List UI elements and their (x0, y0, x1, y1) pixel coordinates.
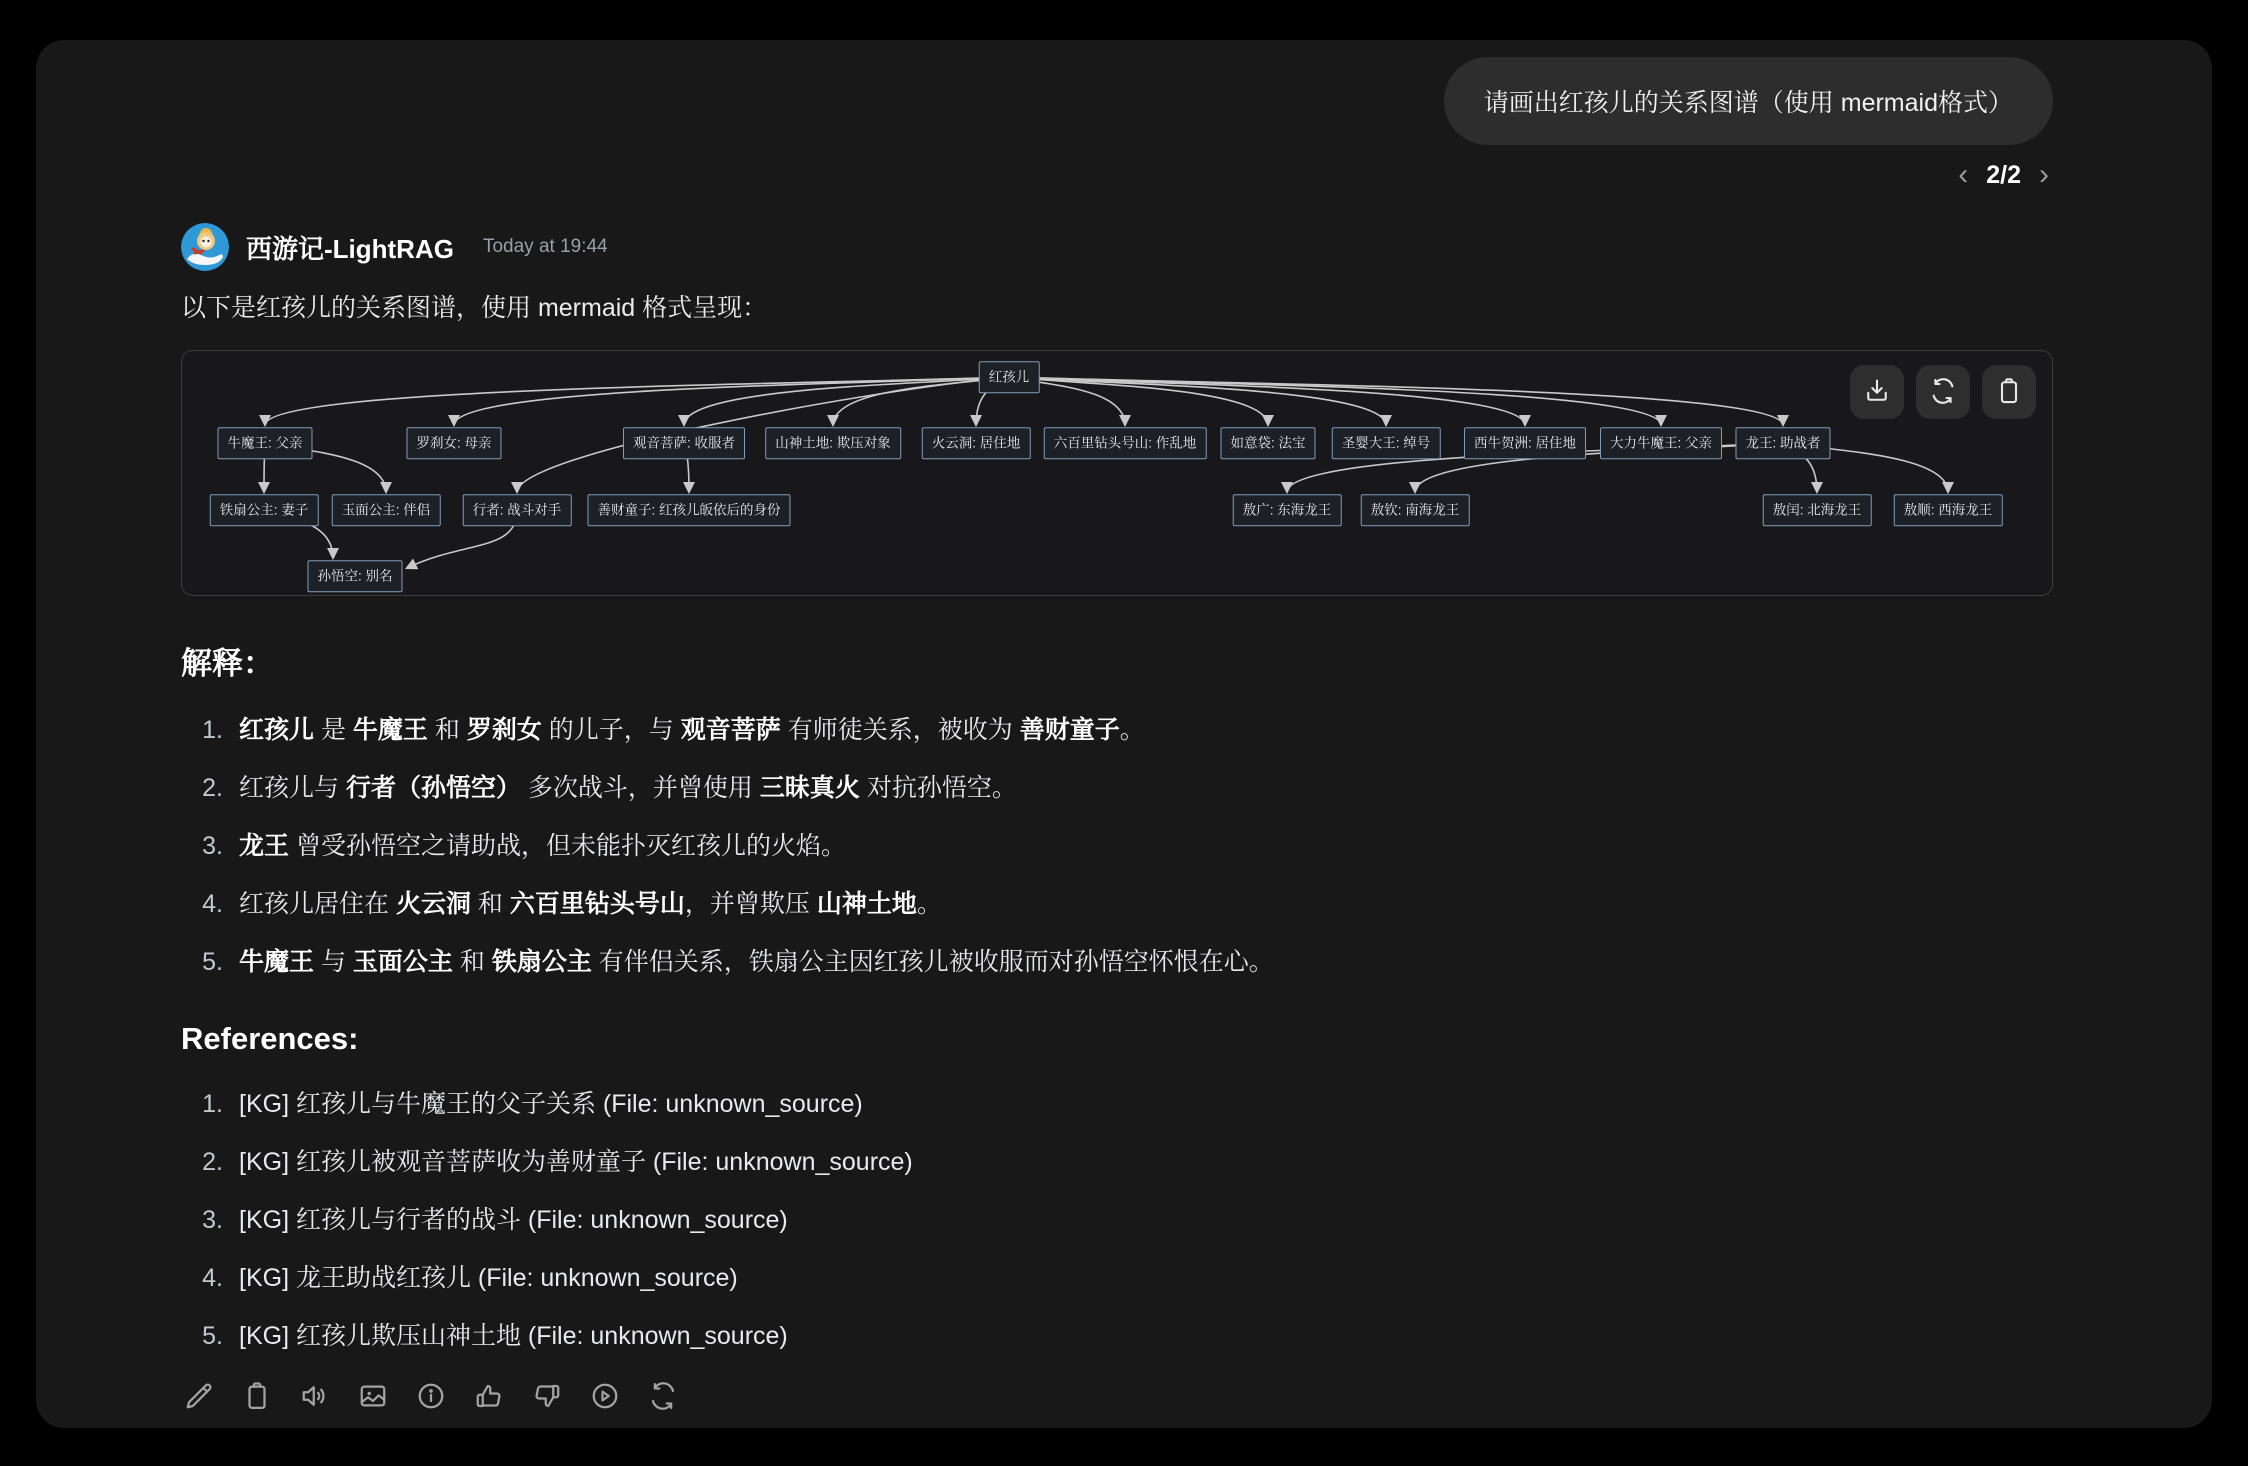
thumbs-down-button[interactable] (531, 1381, 563, 1413)
reference-item (181, 1087, 2053, 1121)
reference-item-text: [KG] 红孩儿被观音菩萨收为善财童子 (File: unknown_source) (239, 1148, 913, 1176)
graph-node-aoguang: 敖广: 东海龙王 (1233, 494, 1342, 526)
clipboard-icon (1995, 377, 2023, 408)
relationship-graph (182, 351, 2052, 595)
graph-node-ruyidai: 如意袋: 法宝 (1220, 427, 1315, 459)
list-number: 3. (202, 1206, 223, 1234)
explanation-item-text: 龙王 曾受孙悟空之请助战，但未能扑灭红孩儿的火焰。 (239, 832, 846, 860)
regenerate-button[interactable] (647, 1381, 679, 1413)
copy-diagram-button[interactable] (1982, 365, 2036, 419)
chevron-right-icon[interactable]: › (2039, 158, 2049, 191)
graph-node-niumowang: 牛魔王: 父亲 (217, 427, 312, 459)
list-number: 3. (202, 832, 223, 860)
image-icon (358, 1399, 388, 1414)
thumbs-up-button[interactable] (473, 1381, 505, 1413)
explanation-item (181, 771, 2053, 805)
reference-item (181, 1319, 2053, 1353)
graph-node-xiniu: 西牛贺洲: 居住地 (1464, 427, 1586, 459)
graph-edge-honghaier-longwang (1009, 377, 1783, 425)
avatar[interactable] (181, 223, 229, 271)
refresh-icon (648, 1399, 678, 1414)
reference-item-text: [KG] 红孩儿欺压山神土地 (File: unknown_source) (239, 1322, 788, 1350)
edit-button[interactable] (183, 1381, 215, 1413)
graph-node-longwang: 龙王: 助战者 (1735, 427, 1830, 459)
refresh-icon (1929, 377, 1957, 408)
chevron-left-icon[interactable]: ‹ (1958, 158, 1969, 191)
download-button[interactable] (1850, 365, 1904, 419)
message-actions (181, 1381, 2053, 1413)
pagination-counter: 2/2 (1986, 160, 2021, 189)
list-number: 5. (202, 1322, 223, 1350)
list-number: 4. (202, 1264, 223, 1292)
list-number: 1. (202, 1090, 223, 1118)
refresh-button[interactable] (1916, 365, 1970, 419)
list-number: 5. (202, 948, 223, 976)
explanation-item-text: 红孩儿与 行者（孙悟空） 多次战斗，并曾使用 三昧真火 对抗孙悟空。 (239, 774, 1017, 802)
graph-node-luochanu: 罗刹女: 母亲 (406, 427, 501, 459)
graph-node-shengying: 圣婴大王: 绰号 (1332, 427, 1441, 459)
diagram-toolbar (1850, 365, 2036, 419)
reference-item-text: [KG] 龙王助战红孩儿 (File: unknown_source) (239, 1264, 738, 1292)
chat-panel (36, 40, 2212, 1428)
graph-edges (182, 351, 2052, 595)
references-heading: References: (181, 1021, 359, 1056)
reference-item (181, 1203, 2053, 1237)
message-pagination (181, 159, 2053, 191)
explanation-list (181, 713, 2053, 979)
info-icon (416, 1399, 446, 1414)
graph-node-aorun: 敖闰: 北海龙王 (1763, 494, 1872, 526)
references-list (181, 1087, 2053, 1353)
info-button[interactable] (415, 1381, 447, 1413)
graph-node-aoshun: 敖顺: 西海龙王 (1894, 494, 2003, 526)
graph-node-tieshan: 铁扇公主: 妻子 (210, 494, 319, 526)
explanation-item-text: 红孩儿 是 牛魔王 和 罗刹女 的儿子，与 观音菩萨 有师徒关系，被收为 善财童子。 (239, 716, 1145, 744)
graph-node-liubaili: 六百里钻头号山: 作乱地 (1044, 427, 1207, 459)
explanation-heading: 解释： (181, 646, 274, 681)
graph-node-yumian: 玉面公主: 伴侣 (332, 494, 441, 526)
explanation-item (181, 829, 2053, 863)
explanation-item (181, 713, 2053, 747)
thumbs-down-icon (532, 1399, 562, 1414)
reference-item (181, 1261, 2053, 1295)
reference-item (181, 1145, 2053, 1179)
graph-node-guanyin: 观音菩萨: 收服者 (623, 427, 745, 459)
graph-node-dalinmw: 大力牛魔王: 父亲 (1600, 427, 1722, 459)
play-circle-icon (590, 1399, 620, 1414)
thumbs-up-icon (474, 1399, 504, 1414)
speak-button[interactable] (299, 1381, 331, 1413)
play-button[interactable] (589, 1381, 621, 1413)
user-message-text: 请画出红孩儿的关系图谱（使用 mermaid格式） (1483, 89, 2013, 117)
pencil-icon (184, 1399, 214, 1414)
user-message-bubble (1444, 57, 2053, 145)
explanation-item-text: 红孩儿居住在 火云洞 和 六百里钻头号山，并曾欺压 山神土地。 (239, 890, 942, 918)
graph-node-shancai: 善财童子: 红孩儿皈依后的身份 (587, 494, 790, 526)
list-number: 4. (202, 890, 223, 918)
message-timestamp: Today at 19:44 (482, 236, 608, 257)
image-button[interactable] (357, 1381, 389, 1413)
explanation-item (181, 945, 2053, 979)
graph-node-shanshen: 山神土地: 欺压对象 (765, 427, 901, 459)
graph-node-aoqin: 敖钦: 南海龙王 (1361, 494, 1470, 526)
list-number: 2. (202, 774, 223, 802)
list-number: 1. (202, 716, 223, 744)
graph-node-sunwukong: 孙悟空: 别名 (307, 560, 402, 592)
download-icon (1863, 377, 1891, 408)
assistant-name: 西游记-LightRAG (246, 233, 454, 264)
graph-node-xingzhe: 行者: 战斗对手 (463, 494, 572, 526)
clipboard-icon (242, 1399, 272, 1414)
reference-item-text: [KG] 红孩儿与行者的战斗 (File: unknown_source) (239, 1206, 788, 1234)
copy-button[interactable] (241, 1381, 273, 1413)
graph-node-honghaier: 红孩儿 (979, 361, 1040, 393)
explanation-item-text: 牛魔王 与 玉面公主 和 铁扇公主 有伴侣关系，铁扇公主因红孩儿被收服而对孙悟空怀恨在心。 (239, 948, 1274, 976)
mermaid-diagram (181, 350, 2053, 596)
graph-node-huoyundong: 火云洞: 居住地 (922, 427, 1031, 459)
reference-item-text: [KG] 红孩儿与牛魔王的父子关系 (File: unknown_source) (239, 1090, 863, 1118)
assistant-intro-text: 以下是红孩儿的关系图谱，使用 mermaid 格式呈现： (181, 294, 768, 322)
list-number: 2. (202, 1148, 223, 1176)
explanation-item (181, 887, 2053, 921)
speaker-icon (300, 1399, 330, 1414)
